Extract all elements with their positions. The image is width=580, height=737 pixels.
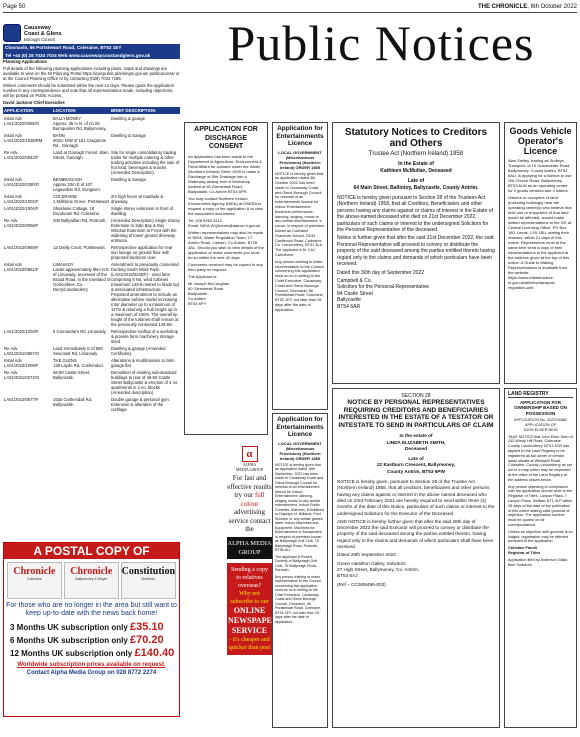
application-location: COLERAINE 1 Millstone Grove, Portstewart (53, 194, 110, 204)
postal-copy-ad (3, 542, 180, 717)
application-location: BANN 402m N/W of 151 Craigmore Rd., Garvagh. (53, 133, 107, 148)
application-number: LA01/2022/1003/F (4, 329, 39, 334)
application-location: 6 Carrowclare Rd, Limavady. (53, 329, 107, 334)
paper-2: Chronicle Ballymoney & Moyle (64, 562, 119, 599)
application-description: Single storey extension to front of dwelling. (111, 206, 174, 216)
paper-3: Constitution Northern (121, 562, 176, 599)
table-row (3, 150, 180, 175)
price-6m: 6 Months UK subscription only £70.20 (10, 634, 164, 646)
application-number: Initial Adv LA01/2022/1002/F (4, 194, 39, 204)
application-description: Dwelling & Garage. (111, 177, 148, 182)
section-label: Planning Applications (3, 59, 47, 64)
application-location: BENBRADAGH Approx 33m E of 107 Legavallon Rd, Dungiven. (53, 177, 101, 192)
table-row (3, 329, 180, 344)
table-row (3, 206, 180, 216)
council-name-2: Coast & Glens (24, 30, 62, 37)
application-number: Initial Adv LA01/2022/1009/F (4, 358, 39, 368)
application-location: Land Immediately E of 580 Seacoast Rd, Limavady. (53, 346, 103, 356)
planning-applications (3, 24, 180, 412)
application-location: Land at Garvagh Forest, Main Street, Garvagh. (53, 150, 109, 160)
chief-executive: David Jackson Chief Executive (3, 100, 65, 105)
application-number: LA01/2022/0677/F (4, 397, 39, 402)
alpha-media-ad: α ALPHA MEDIA GROUP For fast and effective results try our full colour advertising service contact the ALPHA MEDIA GROUP Sending a copy to relatives overseas? Why not subscribe to our ONLINE NEWSPAPER SERVICE - it's cheaper and quicker than post (227, 442, 272, 727)
postal-contact: Contact Alpha Media Group on 028 8772 2274 (26, 670, 157, 676)
application-description: (Amended Description) Single Storey Extension to Side Bay & Bay Window Extension to Front with the widening of lower ground driveway entrance. (111, 218, 180, 243)
worldwide-note: Worldwide subscription prices available on request. (17, 662, 166, 668)
table-row (3, 346, 180, 356)
table-row (3, 177, 180, 192)
col-location: LOCATION (53, 108, 76, 113)
application-location: LIMAVADY Lands approximately 6km N.E. of Limavady, accessed of the Broad Road, in the townland of Gortcorbies, Co. Derry/Londonderry (53, 262, 111, 292)
table-row (3, 218, 180, 243)
note-1: Full details of the following planning applications including plans, maps and drawings are available to view on the NI Planning Portal https://epicpublic.planningni.gov.uk/ publicaccess/ or at the Council Planning Office or by contacting (028) 7034 7185. (3, 66, 180, 81)
application-description: Double garage & personal gym. Extension & alteration of the curtilage (111, 397, 170, 412)
table-row (3, 370, 180, 395)
application-number: Initial Adv LA01/2022/1036/RM (4, 133, 43, 143)
council-name-1: Causeway (24, 24, 51, 31)
council-address: Cloonavin, 66 Portstewart Road, Coleraine, BT52 1EY (3, 44, 180, 52)
section-28-notice: SECTION 28 NOTICE BY PERSONAL REPRESENTATIVES REQUIRING CREDITORS AND BENEFICIARIES INTERESTED IN THE ESTATE OF A TESTATOR OR INTESTATE TO SEND IN PARTICULARS OF CLAIM In the estate of LINDA ELIZABETH SMITH, Deceased Late of 22 Eastburn Crescent, Ballymoney, County Antrim, BT53 6PW NOTICE is hereby given, pursuant to Section 28 of the Trustee Act (Northern Ireland) 1958, that all creditors, beneficiaries and other persons having any claims against or interest in the above named deceased who died on 23rd February 2021 are hereby required to send within three (3) months of the date of this Notice, particulars of such claims or interest to the undersigned Solicitors for the Executor of the Deceased AND NOTICE is hereby further given that after the said 28th day of December 2022 the said Executor will proceed to convey or distribute the property of the said deceased among the parties entitled thereto, having regard only to the claims and demands of which particulars shall have been received. Dated 28th September 2022. Green Hamilton Galley, Solicitors 27 High Street, Ballymoney, Co. Antrim, BT53 6AJ. (Ref – CC/508496-003) (332, 388, 500, 728)
application-number: LA01/2022/1004/F (4, 206, 39, 211)
application-location: THE GLENS 138 Layde Rd, Cushendun. (53, 358, 104, 368)
entertainments-licence-1: Application for Entertainments Licence LOCAL GOVERNMENT (Miscellaneous Provisions) (Northern Ireland) ORDER 1985 NOTICE is hereby given that an application dated 4th October 2022 has been made to Causeway Coast and Glens Borough Council for renewal of an entertainments licence for Indoor Entertainment: theatrical performance, dancing, singing, music or any similar entertainment, a circus, in respect of premises known as Coleraine Grammar School, 23/33 Castlerock Road, Coleraine, Co. Londonderry, BT51 3LA. The applicant is Dr CAJ Carruthers. Any person wishing to make representation to the Council concerning this application must do so in writing to the Chief Executive, Causeway Coast and Glens Borough Council, Cloonavin, 66 Portstewart Road, Coleraine, BT52 1EY, not later than 28 days after the date of application. (272, 122, 328, 410)
table-row (3, 245, 180, 260)
paper-1: Chronicle Coleraine (7, 562, 62, 599)
application-number: LA01/2022/0969/F (4, 245, 39, 250)
application-description: Demolition of existing sub-standard buildings to rear of 46-50 Castle Street Ballycastle & erection of 4 no. apartments in 2 no. blocks (Amended description) (111, 370, 179, 395)
issue-date: , 6th October 2022 (527, 4, 577, 10)
application-description: Dwelling & Garage (111, 133, 146, 138)
application-number: Re Adv LA01/2022/0842/F (4, 150, 39, 160)
application-description: Retrospective rooftop of a workshop & provide farm machinery storage shed. (111, 329, 179, 344)
application-number: Initial Adv LA01/2022/0861/F (4, 262, 39, 272)
application-description: Site for single consolidatory trading trailer for multiple catering & other trading activities including the sale of hot food, beverages & snacks (Amended Description) (111, 150, 180, 175)
application-description: Dwelling & garage (111, 116, 145, 121)
council-name-3: Borough Council (24, 36, 55, 42)
council-contact: Tel +44 (0) 28 7034 7034 Web www.causewaycoastandglens.gov.uk (3, 52, 180, 60)
application-location: 153a Cushendall Rd, Ballycastle. (53, 397, 93, 407)
application-number: Re Adv LA01/2021/0867/O (4, 346, 40, 356)
application-description: Dwelling & garage (Amended Certificate). (111, 346, 166, 356)
table-header (3, 107, 180, 114)
goods-vehicle-licence: Goods Vehicle Operator's Licence Alan Smiley, trading as Smileys Transport, of 10 Gracecastle Road, Ballymoney, County Antrim, BT54 6AU, is applying for a licence to use Old Church Road, Ballymoney, BT53 6LW as an operating centre for 2 goods vehicles and 3 trailers. Owners or occupiers of land (including buildings) near the operating centre(s) who believe that their use or enjoyment of that land would be affected, should make written representations to the DfI, at Central Licensing Office, PO Box 180, Leeds, LS9 1BU, stating their reasons, within 21 days of this notice. Representors must at the same time send a copy of their representations to the applicant at the address given at the top of this notice. A Guide to Making Representations is available from the website: https://www.infrastructure-ni.gov.uk/articles/transport-regulation-unit. (504, 122, 577, 384)
postal-text: For those who are no longer in the area but still want to keep up-to-date with the news back home! (6, 602, 177, 617)
application-number: Initial Adv LA01/2022/0280/O (4, 177, 40, 187)
application-location: BALLYMONEY Approx. 35 m N. of no 25 Burnquarter Rd, Ballymoney. (53, 116, 107, 131)
table-row (3, 358, 180, 368)
application-rows (3, 116, 180, 412)
paper-name: THE CHRONICLE (477, 4, 528, 10)
application-location: 12 Dwilly Court, Portstewart. (53, 245, 106, 250)
price-3m: 3 Months UK subscription only £35.10 (10, 621, 164, 633)
col-application: APPLICATION (4, 108, 34, 113)
application-location: 46-50 Castle Street, Ballycastle. (53, 370, 91, 380)
table-row (3, 116, 180, 131)
council-logo (3, 24, 180, 42)
note-2: Written comments should be submitted within the next 14 days. Please quote the application number in any correspondence and note that all representations made, including objections, will be posted on Public Access. (3, 83, 175, 98)
table-row (3, 194, 180, 204)
application-location: Sheldusie Cottage, 18 Dundooan Rd. Coleraine. (53, 206, 101, 216)
table-row (3, 397, 180, 412)
section-masthead: Public Notices (227, 15, 535, 71)
paper-mastheads (4, 559, 179, 599)
application-location: 206 Ballywillan Rd, Portrush. (53, 218, 107, 223)
page-header (3, 2, 577, 13)
price-12m: 12 Months UK subscription only £140.40 (10, 647, 175, 659)
application-number: Initial Adv LA01/2022/0065/O (4, 116, 40, 126)
page-number: Page 50 (3, 4, 26, 10)
council-crest-icon (3, 24, 21, 42)
alpha-logo-icon: α (242, 446, 258, 462)
table-row (3, 262, 180, 327)
application-description: Alterations & modifications to farm garage flat (111, 358, 175, 368)
application-description: Amendment to previously consented Dunbeg South Wind Farm (LA01/2018/0230/F) - wind farm comprising 9 No. wind turbines (maximum 149.9 metres to blade tip) & associated infrastructure. Proposed amendment to include an alternative turbine model increasing rotor diameter up to a maximum of 117m & retaining a hub height up to a maximum of 100m. The overall tip height of the turbines shall remain at the previously consented 149.9m (111, 262, 180, 327)
col-description: BRIEF DESCRIPTION (111, 108, 156, 113)
postal-heading: A POSTAL COPY OF (4, 543, 179, 559)
discharge-consent-notice: APPLICATION FOR DISCHARGE CONSENT An application has been made to the Department of Agriculture, Environment & Rural Affairs for consent under the Water (Northern Ireland) Order 1999 to make a Discharge of Site Drainage into a Waterway arising from a Workshop located at 60 Glenshesk Road, Ballycastle, Co Antrim BT54 6PR. You may contact Northern Ireland Environment Agency (NIEA) at DAERA to request a copy of the application & to view the associated documents. Tel: 028 9263 3412 Email: NIEA.WQAdmin@daera-ni.gov.uk Written representations may also be made to NIEA, Water Regulation Team, 17 Antrim Road, Lisburn, Co Antrim, BT28 3AL. Should you wish to view details of the application or make comments you must do so within the next 42 days. Comments received may be copied to any third party on request. The Applicant is: Mr Joseph McCaughan 60 Glenshesk Road Ballycastle Co Antrim BT54 6PY (184, 122, 268, 435)
land-registry-notice: LAND REGISTRY APPLICATION FOR OWNERSHIP BASED ON POSSESSION APPLICATION No. 2022/04882 APPLICATION OF JOHN ELDER NEIN TAKE NOTICE that John Elder Nein of 242 Windy Hill Road, Coleraine, County Londonderry, BT51 4JW has applied to the Land Registry to be registered as full owner of certain lands situate at Windyhill Road, Coleraine, County Londonderry as set out in a map which may be inspected at the office of the Land Registry at the address shown below. Any person objecting to compliance with the application should write to the Registrar of Titles, Lanyon Plaza, 7 Lanyon Place, Belfast, BT1 3LP within 28 days of the date of the publication of this notice stating valid grounds of objection. The application number must be quoted on all correspondence. Unless an objection with grounds is so lodged, registration may be effected pursuant to the application. Christine Farrell Registrar of Titles Application filed by Anderson Gillan Barr Solicitors (504, 388, 577, 728)
application-number: Re Adv LA01/2022/0068/F (4, 218, 39, 228)
application-description: 2m high fence at roadside & driveway. (111, 194, 164, 204)
application-number: Re Adv LA01/2021/0274/O (4, 370, 40, 380)
table-row (3, 133, 180, 148)
entertainments-licence-2: Application for Entertainments Licence LOCAL GOVERNMENT (Miscellaneous Provisions) (Northern Ireland) ORDER 1985 NOTICE is hereby given that an application dated 16th September, 2022 has been made to Causeway Coast and Glens Borough Council for renewal of an entertainment licence for Indoor Entertainment: dancing, singing, music or any similar entertainment, Indoor Public Contests, Matches, Exhibitions or Displays of: Billiards, Pool, Snooker or any similar games, darts. Indoor Machines and Equipment. Machines for Entertainment or Amusement, in respect of premises known as Ballyreagh Golf Club, 76 Ballyreagh Road, Portrush, BT56 8LL. The applicant is Robert Doherty of Ballyreagh Golf Club, 76 Ballyreagh Road, Portrush. Any person wishing to make representation to the Council concerning this application must do so in writing to the Chief Executive, Causeway Coast and Glens Borough Council, Cloonavin, 66 Portstewart Road, Coleraine, BT52 1EY, not later than 28 days after the date of application. (272, 413, 328, 728)
application-description: Retrospective application for rear sun lounge on ground floor with proposed bedroom over. (111, 245, 173, 260)
statutory-notice: Statutory Notices to Creditors and Others Trustee Act (Northern Ireland) 1958 In the Estate of Kathleen McMullan, Deceased Late of 64 Main Street, Ballintoy, Ballycastle, County Antrim. NOTICE is hereby given pursuant to Section 28 of the Trustees Act (Northern Ireland) 1958, that all Creditors, Beneficiaries and other persons having any claims against or claims of interest in the Estate of the above-named deceased who died on 21st December 2022, particulars of such claims or interest to the undersigned Solicitors for the Personal Representative of the deceased. Notice is further given that after the said 31st December 2022, the said Personal Representative will proceed to convey or distribute the property of the said deceased among the parties entitled thereto having regard only to the claims and demands of which particulars have been received. Dated this 30th day of September 2022 Campbell & Co. Solicitors for the Personal Representative 84 Castle Street Ballycastle BT54 6AR (332, 122, 500, 384)
